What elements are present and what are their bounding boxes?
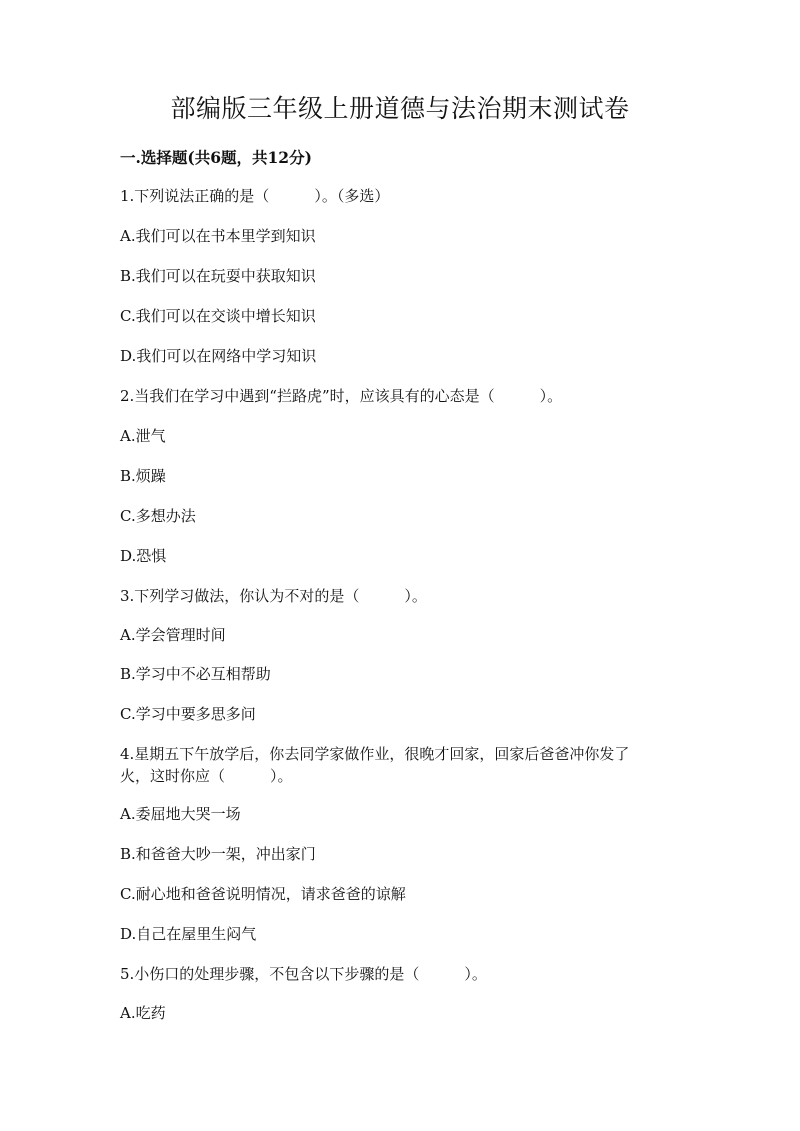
question-1-option-c: C.我们可以在交谈中增长知识: [120, 307, 316, 325]
question-3-option-c: C.学习中要多思多问: [120, 705, 256, 723]
question-2-option-b: B.烦躁: [120, 467, 166, 485]
question-4-option-a: A.委屈地大哭一场: [120, 805, 241, 823]
question-1-stem: 1.下列说法正确的是（ ）。（多选）: [120, 187, 390, 205]
question-2-option-a: A.泄气: [120, 427, 166, 445]
question-3-option-a: A.学会管理时间: [120, 626, 226, 644]
question-1-option-d: D.我们可以在网络中学习知识: [120, 347, 317, 365]
question-4-option-d: D.自己在屋里生闷气: [120, 925, 257, 943]
question-2-stem: 2.当我们在学习中遇到“拦路虎”时，应该具有的心态是（ ）。: [120, 387, 563, 405]
question-3-stem: 3.下列学习做法，你认为不对的是（ ）。: [120, 587, 427, 605]
question-4-option-c: C.耐心地和爸爸说明情况，请求爸爸的谅解: [120, 885, 406, 903]
question-1-option-b: B.我们可以在玩耍中获取知识: [120, 267, 316, 285]
question-2-option-c: C.多想办法: [120, 507, 196, 525]
question-5-option-a: A.吃药: [120, 1004, 166, 1022]
section-heading: 一.选择题(共6题，共12分): [120, 148, 312, 167]
question-2-option-d: D.恐惧: [120, 547, 167, 565]
question-1-option-a: A.我们可以在书本里学到知识: [120, 227, 316, 245]
exam-title: 部编版三年级上册道德与法治期末测试卷: [170, 94, 630, 123]
question-5-stem: 5.小伤口的处理步骤，不包含以下步骤的是（ ）。: [120, 965, 487, 983]
question-4-stem-line-1: 4.星期五下午放学后，你去同学家做作业，很晚才回家，回家后爸爸冲你发了: [120, 745, 630, 763]
question-4-stem-line-2: 火，这时你应（ ）。: [120, 767, 293, 785]
question-4-option-b: B.和爸爸大吵一架，冲出家门: [120, 845, 316, 863]
question-3-option-b: B.学习中不必互相帮助: [120, 665, 271, 683]
